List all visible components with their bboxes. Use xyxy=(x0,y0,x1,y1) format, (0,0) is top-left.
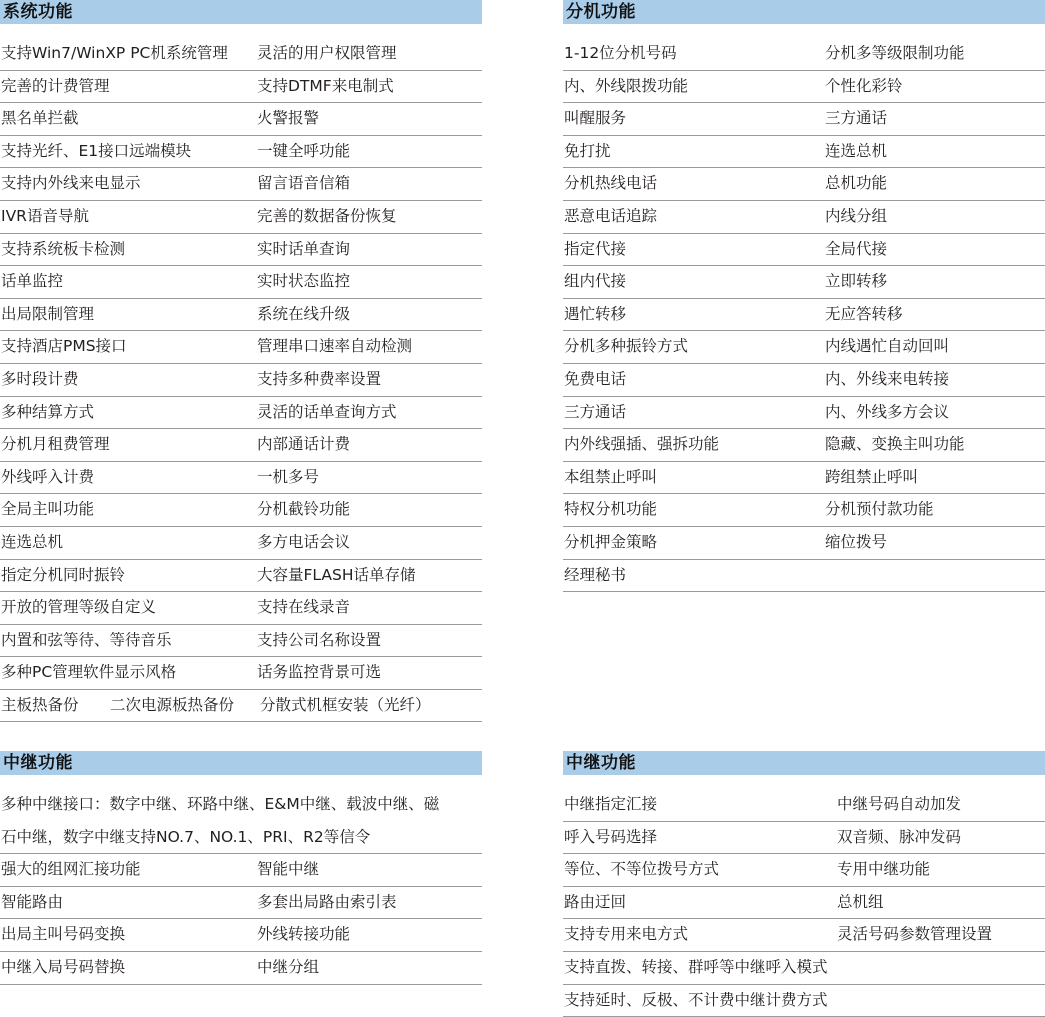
system-feature-row xyxy=(0,299,482,332)
extension-feature-row xyxy=(563,429,1045,462)
system-feature-row xyxy=(0,625,482,658)
extension-feature-item: 分机预付款功能 xyxy=(825,500,934,519)
system-feature-item: 话单监控 xyxy=(1,272,64,291)
extension-feature-item: 1-12位分机号码 xyxy=(564,44,677,62)
system-feature-row xyxy=(0,364,482,397)
trunk-feature-item: 灵活号码参数管理设置 xyxy=(837,925,993,944)
system-feature-item: 多种结算方式 xyxy=(1,402,95,421)
trunk-feature-row xyxy=(563,985,1045,1017)
trunk-feature-item: 中继入局号码替换 xyxy=(1,957,126,976)
system-feature-row xyxy=(0,657,482,690)
trunk-intro-text-2: 石中继，数字中继支持NO.7、NO.1、PRI、R2等信令 xyxy=(1,827,371,846)
trunk-feature-item: 路由迂回 xyxy=(564,892,627,911)
extension-feature-item: 内、外线限拨功能 xyxy=(564,76,689,95)
extension-feature-row xyxy=(563,299,1045,332)
system-feature-item: IVR语音导航 xyxy=(1,206,89,225)
trunk-functions-left-section xyxy=(0,751,482,985)
trunk-feature-item: 等位、不等位拨号方式 xyxy=(564,860,720,879)
extension-functions-list xyxy=(563,38,1045,592)
trunk-feature-item: 双音频、脉冲发码 xyxy=(837,827,962,846)
system-feature-item: 连选总机 xyxy=(1,532,64,551)
trunk-feature-item: 外线转接功能 xyxy=(257,925,351,944)
extension-feature-row xyxy=(563,201,1045,234)
system-feature-item: 分机截铃功能 xyxy=(257,500,351,519)
system-feature-item: 支持Win7/WinXP PC机系统管理 xyxy=(1,44,228,62)
system-functions-list xyxy=(0,38,482,722)
extension-feature-item: 内线遇忙自动回叫 xyxy=(825,337,950,356)
system-functions-header: 系统功能 xyxy=(0,0,482,24)
extension-functions-header: 分机功能 xyxy=(563,0,1045,24)
trunk-feature-item: 中继号码自动加发 xyxy=(837,795,962,813)
system-feature-item: 多时段计费 xyxy=(1,369,79,388)
trunk-functions-right-list xyxy=(563,789,1045,1017)
system-feature-item: 管理串口速率自动检测 xyxy=(257,337,413,356)
trunk-functions-left-header: 中继功能 xyxy=(0,751,482,775)
extension-feature-row xyxy=(563,462,1045,495)
trunk-feature-row xyxy=(563,887,1045,920)
trunk-feature-item: 支持延时、反极、不计费中继计费方式 xyxy=(564,990,828,1009)
trunk-feature-item: 总机组 xyxy=(837,892,884,911)
trunk-feature-item: 支持直拨、转接、群呼等中继呼入模式 xyxy=(564,957,828,976)
system-feature-item: 支持多种费率设置 xyxy=(257,369,382,388)
system-feature-row xyxy=(0,38,482,71)
extension-feature-item: 隐藏、变换主叫功能 xyxy=(825,435,965,454)
extension-feature-row xyxy=(563,266,1045,299)
system-feature-row xyxy=(0,560,482,593)
trunk-intro-line xyxy=(0,789,482,822)
system-feature-item: 完善的数据备份恢复 xyxy=(257,206,397,225)
extension-feature-item: 缩位拨号 xyxy=(825,532,888,551)
system-feature-item: 分机月租费管理 xyxy=(1,435,110,454)
extension-feature-row xyxy=(563,331,1045,364)
trunk-feature-row xyxy=(563,854,1045,887)
trunk-feature-row xyxy=(563,822,1045,855)
system-feature-item: 一键全呼功能 xyxy=(257,141,351,160)
extension-feature-item: 经理秘书 xyxy=(564,565,627,584)
system-feature-item: 支持光纤、E1接口远端模块 xyxy=(1,141,192,160)
system-feature-item: 火警报警 xyxy=(257,109,320,128)
system-feature-item: 全局主叫功能 xyxy=(1,500,95,519)
trunk-feature-row xyxy=(563,952,1045,985)
system-feature-row xyxy=(0,201,482,234)
trunk-feature-item: 呼入号码选择 xyxy=(564,827,658,846)
extension-feature-item: 内线分组 xyxy=(825,206,888,225)
extension-feature-item: 无应答转移 xyxy=(825,304,903,323)
system-feature-item: 话务监控背景可选 xyxy=(257,663,382,682)
system-feature-row xyxy=(0,168,482,201)
system-feature-item: 灵活的话单查询方式 xyxy=(257,402,397,421)
trunk-functions-right-section xyxy=(563,751,1045,1017)
extension-feature-item: 叫醒服务 xyxy=(564,109,627,128)
trunk-feature-item: 出局主叫号码变换 xyxy=(1,925,126,944)
extension-feature-row xyxy=(563,71,1045,104)
system-feature-item: 外线呼入计费 xyxy=(1,467,95,486)
system-feature-item: 实时状态监控 xyxy=(257,272,351,291)
extension-feature-item: 特权分机功能 xyxy=(564,500,658,519)
system-feature-item: 出局限制管理 xyxy=(1,304,95,323)
system-feature-item: 分散式机框安装（光纤） xyxy=(260,695,431,714)
trunk-feature-item: 中继分组 xyxy=(257,957,320,976)
system-feature-row xyxy=(0,462,482,495)
system-feature-item: 主板热备份 xyxy=(1,695,79,714)
system-functions-section xyxy=(0,0,482,722)
extension-feature-item: 免打扰 xyxy=(564,141,611,160)
system-feature-item: 多方电话会议 xyxy=(257,532,351,551)
extension-feature-item: 三方通话 xyxy=(564,402,627,421)
extension-feature-item: 内外线强插、强拆功能 xyxy=(564,435,720,454)
system-feature-item: 支持在线录音 xyxy=(257,598,351,617)
trunk-feature-row xyxy=(0,854,482,887)
extension-feature-item: 立即转移 xyxy=(825,272,888,291)
system-feature-item: 支持内外线来电显示 xyxy=(1,174,141,193)
extension-feature-row xyxy=(563,494,1045,527)
trunk-intro-line xyxy=(0,822,482,855)
trunk-feature-row xyxy=(563,919,1045,952)
system-feature-item: 支持酒店PMS接口 xyxy=(1,337,127,356)
extension-feature-row xyxy=(563,364,1045,397)
system-feature-item: 开放的管理等级自定义 xyxy=(1,598,157,617)
extension-feature-item: 恶意电话追踪 xyxy=(564,206,658,225)
extension-feature-item: 指定代接 xyxy=(564,239,627,258)
trunk-functions-left-list xyxy=(0,789,482,985)
extension-feature-item: 连选总机 xyxy=(825,141,888,160)
extension-feature-row xyxy=(563,103,1045,136)
extension-feature-item: 组内代接 xyxy=(564,272,627,291)
trunk-feature-item: 多套出局路由索引表 xyxy=(257,892,397,911)
trunk-feature-item: 智能中继 xyxy=(257,860,320,879)
system-feature-item: 支持系统板卡检测 xyxy=(1,239,126,258)
extension-feature-item: 分机押金策略 xyxy=(564,532,658,551)
extension-feature-row xyxy=(563,168,1045,201)
trunk-feature-row xyxy=(563,789,1045,822)
extension-feature-item: 分机多等级限制功能 xyxy=(825,44,965,62)
extension-feature-row xyxy=(563,136,1045,169)
system-feature-row xyxy=(0,331,482,364)
system-feature-row xyxy=(0,494,482,527)
system-feature-row xyxy=(0,429,482,462)
extension-feature-item: 遇忙转移 xyxy=(564,304,627,323)
system-feature-row xyxy=(0,690,482,723)
extension-feature-item: 分机多种振铃方式 xyxy=(564,337,689,356)
trunk-feature-item: 专用中继功能 xyxy=(837,860,931,879)
system-feature-item: 灵活的用户权限管理 xyxy=(257,44,397,62)
system-feature-item: 黑名单拦截 xyxy=(1,109,79,128)
trunk-feature-row xyxy=(0,919,482,952)
extension-feature-row xyxy=(563,560,1045,593)
extension-feature-item: 个性化彩铃 xyxy=(825,76,903,95)
system-feature-row xyxy=(0,592,482,625)
extension-feature-row xyxy=(563,234,1045,267)
extension-feature-item: 分机热线电话 xyxy=(564,174,658,193)
trunk-functions-right-header: 中继功能 xyxy=(563,751,1045,775)
system-feature-item: 系统在线升级 xyxy=(257,304,351,323)
system-feature-item: 支持公司名称设置 xyxy=(257,630,382,649)
system-feature-row xyxy=(0,136,482,169)
extension-feature-item: 三方通话 xyxy=(825,109,888,128)
system-feature-item: 指定分机同时振铃 xyxy=(1,565,126,584)
system-feature-item: 留言语音信箱 xyxy=(257,174,351,193)
trunk-feature-row xyxy=(0,952,482,985)
trunk-feature-row xyxy=(0,887,482,920)
system-feature-item: 一机多号 xyxy=(257,467,320,486)
system-feature-row xyxy=(0,397,482,430)
extension-feature-item: 全局代接 xyxy=(825,239,888,258)
trunk-feature-item: 中继指定汇接 xyxy=(564,795,658,813)
trunk-feature-item: 智能路由 xyxy=(1,892,64,911)
extension-feature-item: 本组禁止呼叫 xyxy=(564,467,658,486)
extension-feature-item: 内、外线来电转接 xyxy=(825,369,950,388)
system-feature-row xyxy=(0,103,482,136)
system-feature-item: 大容量FLASH话单存储 xyxy=(257,565,416,584)
extension-feature-row xyxy=(563,38,1045,71)
system-feature-row xyxy=(0,234,482,267)
extension-feature-item: 免费电话 xyxy=(564,369,627,388)
system-feature-row xyxy=(0,266,482,299)
extension-feature-item: 跨组禁止呼叫 xyxy=(825,467,919,486)
system-feature-row xyxy=(0,527,482,560)
extension-functions-section xyxy=(563,0,1045,592)
extension-feature-item: 总机功能 xyxy=(825,174,888,193)
extension-feature-item: 内、外线多方会议 xyxy=(825,402,950,421)
trunk-intro-text-1: 多种中继接口：数字中继、环路中继、E&M中继、载波中继、磁 xyxy=(1,795,440,813)
system-feature-item: 多种PC管理软件显示风格 xyxy=(1,663,177,682)
system-feature-row xyxy=(0,71,482,104)
extension-feature-row xyxy=(563,527,1045,560)
system-feature-item: 二次电源板热备份 xyxy=(110,695,235,714)
system-feature-item: 完善的计费管理 xyxy=(1,76,110,95)
system-feature-item: 实时话单查询 xyxy=(257,239,351,258)
system-feature-item: 支持DTMF来电制式 xyxy=(257,76,394,95)
system-feature-item: 内部通话计费 xyxy=(257,435,351,454)
trunk-feature-item: 支持专用来电方式 xyxy=(564,925,689,944)
extension-feature-row xyxy=(563,397,1045,430)
trunk-feature-item: 强大的组网汇接功能 xyxy=(1,860,141,879)
system-feature-item: 内置和弦等待、等待音乐 xyxy=(1,630,172,649)
